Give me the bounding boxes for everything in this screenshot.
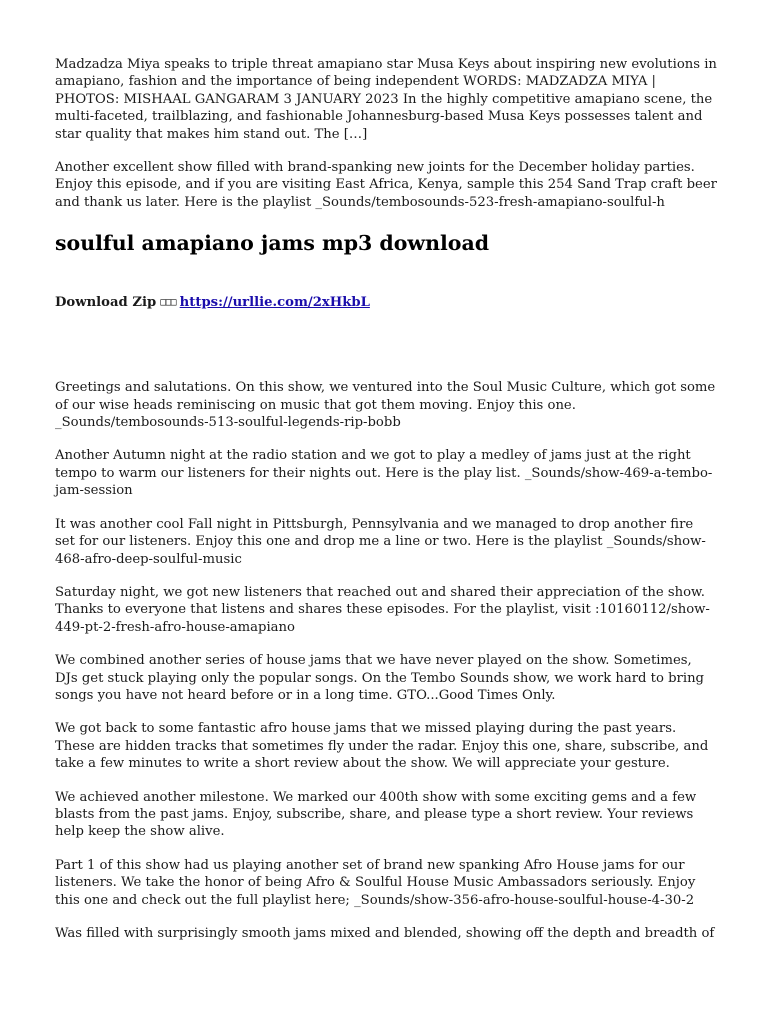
intro-paragraph-2: Another excellent show filled with brand-spanking new joints for the December holiday parties. Enjoy this episode, and if you are visiting East Africa, Kenya, sample this 254 Sand Trap craft beer and thank us later. Here is the playlist _Sounds/tembosounds-523-fresh-amapiano-soulful-h xyxy=(55,160,717,210)
body-paragraph: Greetings and salutations. On this show, we ventured into the Soul Music Culture, which got some of our wise heads reminiscing on music that got them moving. Enjoy this one. _Sounds/tembosounds-513-soulful-legends-rip-bobb xyxy=(55,380,716,431)
intro-paragraph-1: Madzadza Miya speaks to triple threat amapiano star Musa Keys about inspiring new evolutions in amapiano, fashion and the importance of being independent WORDS: MADZADZA MIYA | PHOTOS: MISHAAL GANGARAM 3 JANUARY 2023 In the highly competitive amapiano scene, the multi-faceted, trailblazing, and fashionable Johannesburg-based Musa Keys possesses talent and star quality that makes him stand out. The […] xyxy=(55,57,717,142)
missing-glyph-boxes: □□□ xyxy=(160,297,176,309)
body-paragraph: We got back to some fantastic afro house jams that we missed playing during the past years. These are hidden tracks that sometimes fly under the radar. Enjoy this one, share, subscribe, and take a few minutes to write a short review about the show. We will appreciate your gesture. xyxy=(55,721,709,772)
body-paragraphs xyxy=(55,379,717,942)
body-paragraph: We achieved another milestone. We marked our 400th show with some exciting gems and a few blasts from the past jams. Enjoy, subscribe, share, and please type a short review. Your reviews help keep the show alive. xyxy=(55,789,697,840)
body-paragraph: Part 1 of this show had us playing another set of brand new spanking Afro House jams for our listeners. We take the honor of being Afro & Soulful House Music Ambassadors seriously. Enjoy this one and check out the full playlist here; _Sounds/show-356-afro-house-soulful-house-4-30-2 xyxy=(55,857,696,908)
body-paragraph: Saturday night, we got new listeners that reached out and shared their appreciation of the show. Thanks to everyone that listens and shares these episodes. For the playlist, visit :10160112/show-449-pt-2-fresh-afro-house-amapiano xyxy=(55,584,710,635)
download-link[interactable]: https://urllie.com/2xHkbL xyxy=(179,295,370,311)
page-heading: soulful amapiano jams mp3 download xyxy=(55,231,490,256)
body-paragraph: Was filled with surprisingly smooth jams mixed and blended, showing off the depth and breadth of xyxy=(55,926,715,941)
body-paragraph: We combined another series of house jams that we have never played on the show. Sometimes, DJs get stuck playing only the popular songs. On the Tembo Sounds show, we work hard to bring songs you have not heard before or in a long time. GTO...Good Times Only. xyxy=(55,653,704,703)
body-paragraph: It was another cool Fall night in Pittsburgh, Pennsylvania and we managed to drop another fire set for our listeners. Enjoy this one and drop me a line or two. Here is the playlist _Sounds/show-468-afro-deep-soulful-music xyxy=(55,516,706,567)
body-paragraph: Another Autumn night at the radio station and we got to play a medley of jams just at the right tempo to warm our listeners for their nights out. Here is the play list. _Sounds/show-469-a-tembo-jam-session xyxy=(55,448,713,499)
download-label: Download Zip xyxy=(55,295,157,311)
document-page xyxy=(55,56,717,958)
download-line xyxy=(55,294,717,311)
